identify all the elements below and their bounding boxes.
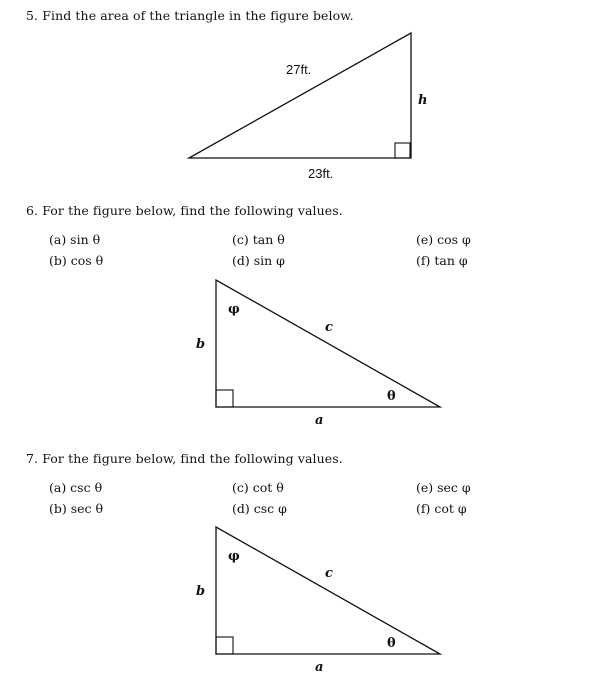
a-label-7: a <box>315 660 324 675</box>
a-label-6: a <box>315 413 324 428</box>
right-angle-marker-5 <box>395 143 410 158</box>
problem-7-item-a: (a) csc θ <box>49 480 103 495</box>
base-label-5: 23ft. <box>308 166 334 181</box>
problem-6-item-f: (f) tan φ <box>416 253 468 268</box>
problem-6-item-c: (c) tan θ <box>232 232 285 247</box>
problem-6-item-a: (a) sin θ <box>49 232 101 247</box>
c-label-6: c <box>325 320 333 335</box>
theta-label-6: θ <box>387 389 396 404</box>
problem-6-item-e: (e) cos φ <box>416 232 471 247</box>
problem-6-item-d: (d) sin φ <box>232 253 285 268</box>
right-angle-marker-6 <box>216 390 233 407</box>
problem-7-item-c: (c) cot θ <box>232 480 284 495</box>
problem-7-item-b: (b) sec θ <box>49 501 104 516</box>
height-label-5: h <box>418 93 428 108</box>
b-label-7: b <box>196 584 206 599</box>
problem-7-number: 7. <box>26 451 39 466</box>
problem-5-text: Find the area of the triangle in the figure below. <box>42 8 354 23</box>
right-angle-marker-7 <box>216 637 233 654</box>
problem-5-number: 5. <box>26 8 39 23</box>
triangle-7 <box>216 527 440 654</box>
problem-7-item-e: (e) sec φ <box>416 480 471 495</box>
theta-label-7: θ <box>387 636 396 651</box>
hypotenuse-label-5: 27ft. <box>286 62 312 77</box>
c-label-7: c <box>325 566 333 581</box>
problem-7-prompt <box>26 451 343 466</box>
problem-7-text: For the figure below, find the following values. <box>42 451 343 466</box>
triangle-5 <box>189 33 411 158</box>
problem-7-item-d: (d) csc φ <box>232 501 287 516</box>
problem-6-number: 6. <box>26 203 39 218</box>
problem-6-text: For the figure below, find the following values. <box>42 203 343 218</box>
b-label-6: b <box>196 337 206 352</box>
problem-6-item-b: (b) cos θ <box>49 253 104 268</box>
phi-label-6: φ <box>228 302 240 317</box>
problem-7-item-f: (f) cot φ <box>416 501 467 516</box>
phi-label-7: φ <box>228 549 240 564</box>
problem-6-prompt <box>26 203 343 218</box>
triangle-6 <box>216 280 440 407</box>
